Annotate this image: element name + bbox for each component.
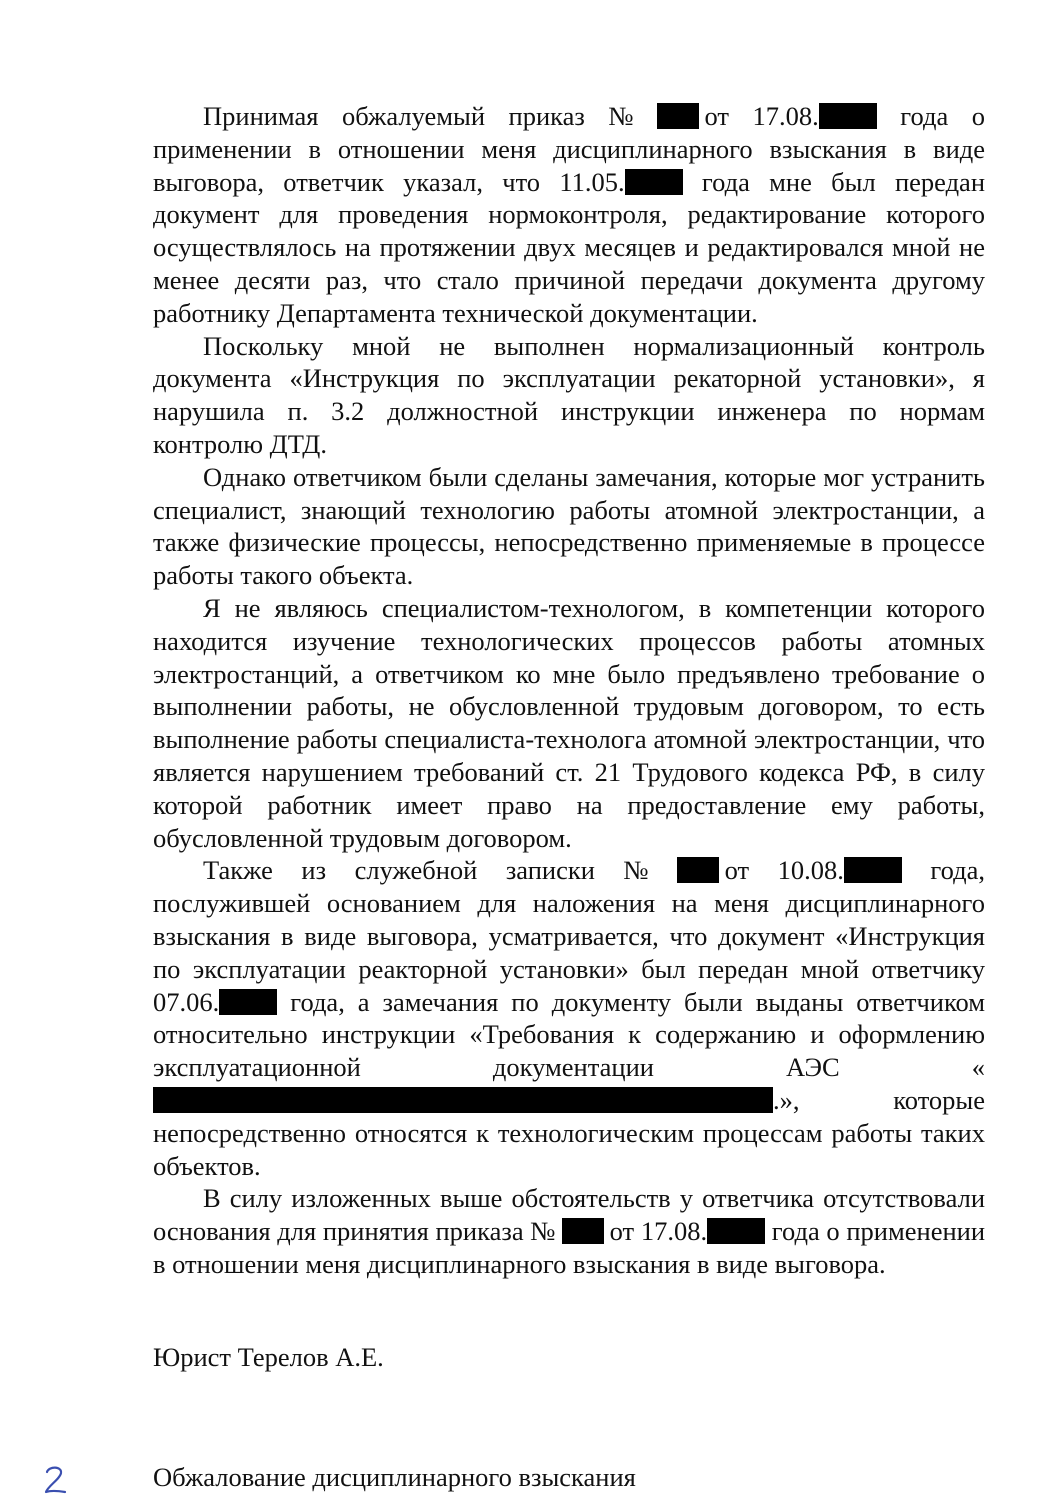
text-fragment: года, а замечания по документу были выданы ответчиком относительно инструкции «Требования к содержанию и оформлению эксплуатационной документации АЭС « — [153, 986, 986, 1083]
document-body — [153, 100, 985, 1281]
redaction-box — [844, 857, 902, 883]
redaction-box — [219, 989, 277, 1015]
paragraph-competence: Я не являюсь специалистом-технологом, в компетенции которого находится изучение технологических процессов работы атомных электростанций, а ответчиком ко мне было предъявлено требование о выполнении работы, не обусловленной трудовым договором, то есть выполнение работы специалиста-технолога атомной электростанции, что является нарушением требований ст. 21 Трудового кодекса РФ, в силу которой работник имеет право на предоставление ему работы, обусловленной трудовым договором. — [153, 592, 985, 853]
handwritten-page-number — [40, 1463, 70, 1497]
paragraph-order-reference — [153, 100, 985, 330]
text-fragment: года о применении в отношении меня дисциплинарного взыскания в виде выговора. — [153, 1216, 986, 1279]
signature-line: Юрист Терелов А.Е. — [153, 1342, 384, 1372]
redaction-box — [625, 169, 683, 195]
text-fragment: года, послужившей основанием для наложения на меня дисциплинарного взыскания в виде выговора, усматривается, что документ «Инструкция по эксплуатации реакторной установки» был передан мной ответчику 07.06. — [153, 855, 985, 1017]
redaction-box — [707, 1218, 765, 1244]
text-fragment: .», которые непосредственно относятся к технологическим процессам работы таких объектов. — [153, 1084, 985, 1181]
text-fragment: от 17.08. — [704, 101, 819, 131]
redaction-box — [677, 857, 719, 883]
paragraph-remarks: Однако ответчиком были сделаны замечания, которые мог устранить специалист, знающий технологию работы атомной электростанции, а также физические процессы, непосредственно применяемые в процессе работы такого объекта. — [153, 461, 985, 591]
paragraph-memo — [153, 854, 985, 1182]
text-fragment: Принимая обжалуемый приказ № — [203, 101, 651, 131]
paragraph-violation: Поскольку мной не выполнен нормализационный контроль документа «Инструкция по эксплуатации рекаторной установки», я нарушила п. 3.2 должностной инструкции инженера по нормам контролю ДТД. — [153, 330, 985, 459]
redaction-box — [657, 103, 699, 129]
paragraph-conclusion — [153, 1182, 985, 1280]
text-fragment: Также из служебной записки № — [203, 855, 671, 886]
text-fragment: от 17.08. — [609, 1216, 708, 1247]
text-fragment: года о применении в отношении меня дисциплинарного взыскания в виде выговора, ответчик указал, что 11.05. — [153, 101, 986, 197]
redaction-box — [562, 1218, 604, 1244]
redaction-box — [819, 103, 877, 129]
redaction-box — [153, 1087, 773, 1113]
text-fragment: от 10.08. — [724, 855, 844, 886]
text-fragment: В силу изложенных выше обстоятельств у ответчика отсутствовали основания для принятия приказа № — [153, 1183, 985, 1247]
text-fragment: года мне был передан документ для проведения нормоконтроля, редактирование которого осуществлялось на протяжении двух месяцев и редактировался мной не менее десяти раз, что стало причиной передачи документа другому работнику Департамента технической документации. — [153, 166, 986, 328]
footer-title: Обжалование дисциплинарного взыскания — [153, 1462, 636, 1492]
